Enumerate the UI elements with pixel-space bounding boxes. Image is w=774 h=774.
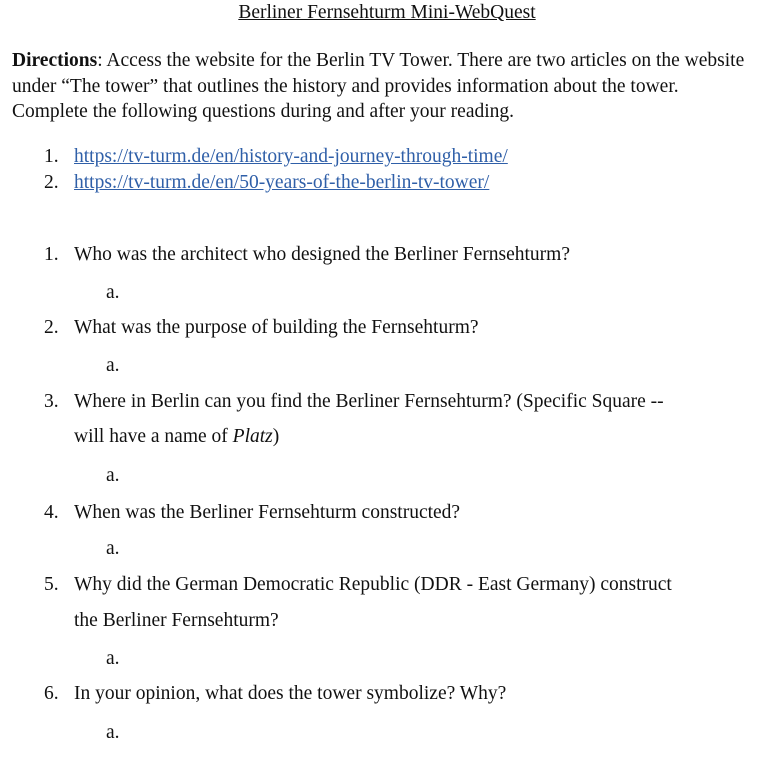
history-link[interactable]: https://tv-turm.de/en/history-and-journey-through-time/ xyxy=(74,146,508,167)
directions-paragraph xyxy=(12,48,752,125)
fifty-years-link[interactable]: https://tv-turm.de/en/50-years-of-the-berlin-tv-tower/ xyxy=(74,172,490,193)
directions-label: Directions xyxy=(12,50,98,71)
page-title: Berliner Fernsehturm Mini-WebQuest xyxy=(238,2,536,23)
directions-text: : Access the website for the Berlin TV Tower. There are two articles on the website under “The tower” that outlines the history and provides information about the tower. Complete the following questions during and after your reading. xyxy=(12,50,745,122)
